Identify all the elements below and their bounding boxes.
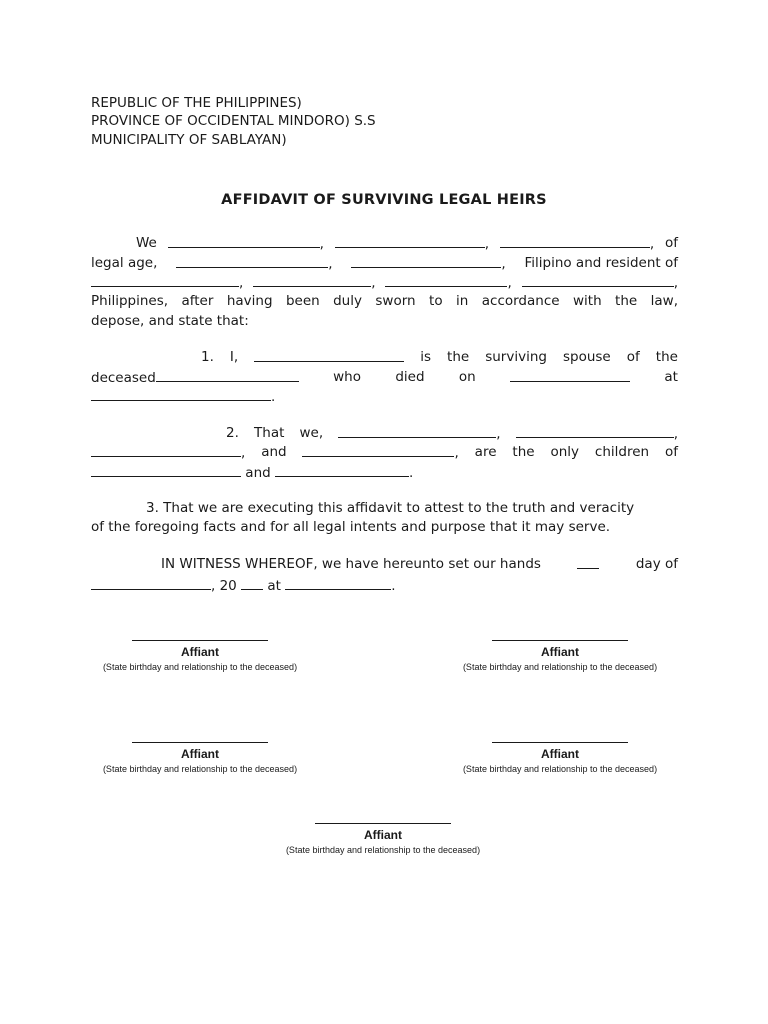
item1-line-2 bbox=[91, 368, 678, 387]
item2-line-2: , and , are the only children of bbox=[91, 443, 678, 462]
item1-i: I, bbox=[229, 349, 239, 365]
item1-who: who bbox=[333, 369, 361, 385]
item1-line-1 bbox=[201, 348, 678, 366]
blank-heir-1[interactable] bbox=[168, 234, 320, 248]
affiant-label: Affiant bbox=[541, 645, 579, 659]
blank-spouse-name[interactable] bbox=[254, 348, 404, 362]
item1-num: 1. bbox=[201, 349, 214, 365]
witness-text: IN WITNESS WHEREOF, we have hereunto set our hands bbox=[161, 556, 541, 572]
affiant-label: Affiant bbox=[181, 747, 219, 761]
blank-child-1[interactable] bbox=[338, 424, 496, 438]
item2-the: the bbox=[512, 444, 535, 460]
blank-child-5[interactable] bbox=[91, 463, 241, 477]
item3-line-1: 3. That we are executing this affidavit to attest to the truth and veracity bbox=[146, 500, 635, 516]
blank-child-3[interactable] bbox=[91, 443, 241, 457]
item2-that: That bbox=[254, 425, 285, 441]
item1-surviving: surviving bbox=[485, 349, 547, 365]
affiant-note: (State birthday and relationship to the deceased) bbox=[285, 845, 481, 855]
signature-line[interactable] bbox=[492, 742, 628, 743]
witness-day-of: day of bbox=[635, 556, 678, 572]
blank-child-4[interactable] bbox=[302, 443, 454, 457]
item2-line-1: 2. That we, , , bbox=[226, 425, 678, 442]
item1-line-3: . bbox=[91, 387, 275, 406]
item1-spouse: spouse bbox=[562, 349, 611, 365]
blank-heir-5[interactable] bbox=[351, 254, 501, 268]
signature-block-2 bbox=[420, 640, 700, 672]
item2-are: are bbox=[474, 444, 497, 460]
item1-is: is bbox=[420, 349, 432, 365]
item1-died: died bbox=[395, 369, 425, 385]
intro-legal-age: legal age, bbox=[91, 255, 158, 271]
affiant-label: Affiant bbox=[541, 747, 579, 761]
item1-at: at bbox=[664, 369, 678, 385]
signature-block-4 bbox=[420, 742, 700, 774]
witness-year-prefix: 20 bbox=[219, 578, 237, 594]
signature-line[interactable] bbox=[132, 742, 268, 743]
witness-line-2: , 20 at . bbox=[91, 576, 396, 595]
affiant-note: (State birthday and relationship to the deceased) bbox=[102, 764, 298, 774]
item2-of: of bbox=[664, 444, 678, 460]
item2-num: 2. bbox=[226, 425, 239, 441]
blank-month[interactable] bbox=[91, 576, 211, 590]
witness-line-1 bbox=[161, 555, 678, 573]
affiant-note: (State birthday and relationship to the deceased) bbox=[462, 764, 658, 774]
witness-at: at bbox=[267, 578, 281, 594]
document-title: AFFIDAVIT OF SURVIVING LEGAL HEIRS bbox=[221, 192, 547, 208]
blank-day[interactable] bbox=[577, 555, 599, 569]
affiant-label: Affiant bbox=[364, 828, 402, 842]
affiant-note: (State birthday and relationship to the deceased) bbox=[462, 662, 658, 672]
blank-death-date[interactable] bbox=[510, 368, 630, 382]
item2-and: and bbox=[261, 444, 287, 460]
intro-line-2: legal age, , , Filipino and resident of bbox=[91, 255, 678, 272]
intro-filipino: Filipino and resident of bbox=[524, 255, 678, 271]
item2-and-2: and bbox=[245, 465, 271, 481]
intro-line-3: , , , , bbox=[91, 273, 678, 292]
signature-line[interactable] bbox=[492, 640, 628, 641]
header-province: PROVINCE OF OCCIDENTAL MINDORO) S.S bbox=[91, 113, 376, 129]
signature-block-3 bbox=[60, 742, 340, 774]
item2-we: we, bbox=[299, 425, 324, 441]
blank-witness-place[interactable] bbox=[285, 576, 391, 590]
blank-deceased-name[interactable] bbox=[156, 368, 299, 382]
header-republic: REPUBLIC OF THE PHILIPPINES) bbox=[91, 95, 302, 111]
signature-block-1 bbox=[60, 640, 340, 672]
item1-the-2: the bbox=[655, 349, 678, 365]
blank-heir-2[interactable] bbox=[335, 234, 485, 248]
item3-line-2: of the foregoing facts and for all legal intents and purpose that it may serve. bbox=[91, 519, 611, 535]
signature-line[interactable] bbox=[315, 823, 451, 824]
intro-philippines: Philippines, after having been duly sworn to in accordance with the law, bbox=[91, 293, 678, 309]
blank-child-6[interactable] bbox=[275, 463, 409, 477]
affiant-label: Affiant bbox=[181, 645, 219, 659]
item1-of: of bbox=[626, 349, 640, 365]
blank-heir-3[interactable] bbox=[500, 234, 650, 248]
item2-children: children bbox=[594, 444, 650, 460]
item2-only: only bbox=[550, 444, 580, 460]
intro-of: of bbox=[664, 235, 678, 251]
item2-line-3: and . bbox=[91, 463, 413, 482]
signature-block-5 bbox=[243, 823, 523, 855]
blank-year[interactable] bbox=[241, 576, 263, 590]
blank-address-1[interactable] bbox=[91, 273, 239, 287]
blank-address-4[interactable] bbox=[522, 273, 674, 287]
blank-death-place[interactable] bbox=[91, 387, 271, 401]
signature-line[interactable] bbox=[132, 640, 268, 641]
blank-child-2[interactable] bbox=[516, 424, 674, 438]
blank-address-2[interactable] bbox=[253, 273, 371, 287]
item1-deceased: deceased bbox=[91, 370, 156, 386]
item1-the: the bbox=[447, 349, 470, 365]
blank-address-3[interactable] bbox=[385, 273, 507, 287]
intro-we: We bbox=[136, 235, 157, 251]
intro-line-1: We , , , of bbox=[136, 235, 678, 252]
header-municipality: MUNICIPALITY OF SABLAYAN) bbox=[91, 132, 287, 148]
affiant-note: (State birthday and relationship to the deceased) bbox=[102, 662, 298, 672]
blank-heir-4[interactable] bbox=[176, 254, 328, 268]
item1-on: on bbox=[458, 369, 476, 385]
intro-depose: depose, and state that: bbox=[91, 313, 249, 329]
